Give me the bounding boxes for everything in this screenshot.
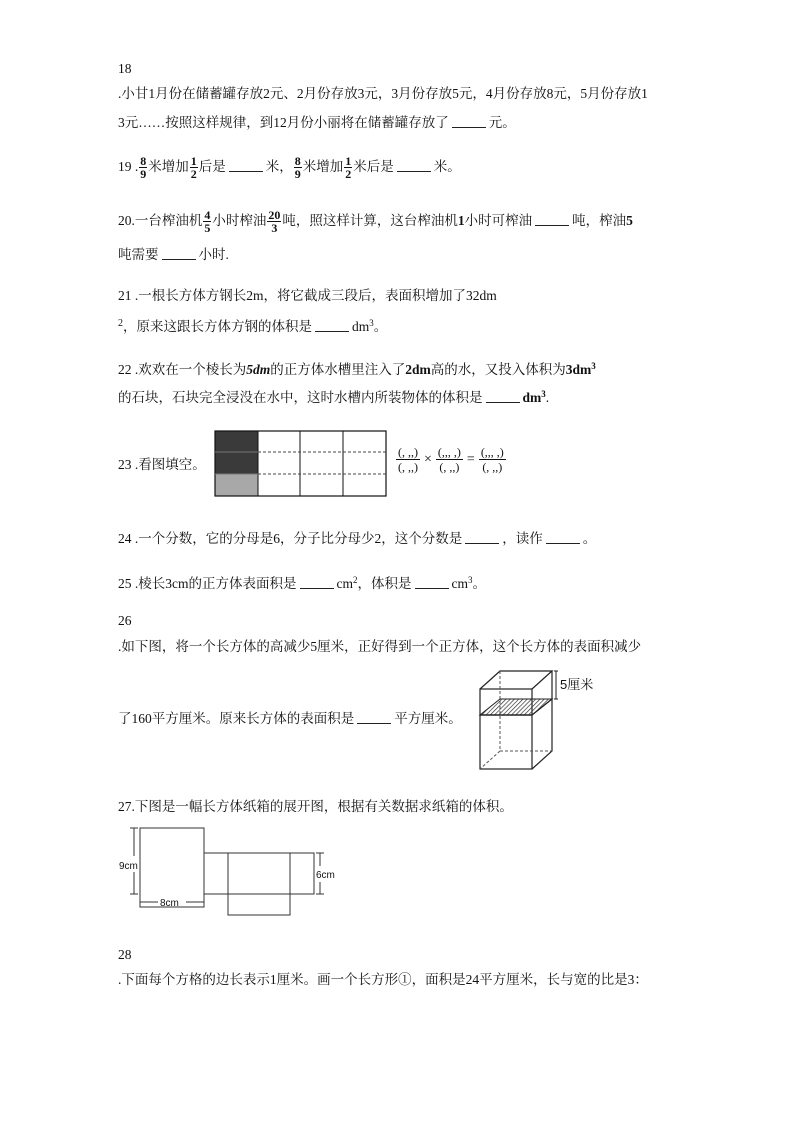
- fraction: $\frac{1}{2}$: [345, 154, 352, 182]
- fraction: $\frac{1}{2}$: [190, 154, 197, 182]
- shaded-cell: [215, 452, 258, 474]
- fraction: $\frac{20}{3}$: [268, 208, 281, 236]
- q21-text-line2: $^2$，原来这跟长方体方钢的体积是 $dm^3$。: [118, 318, 388, 334]
- q26-text-line2: 了160平方厘米。原来长方体的表面积是 平方厘米。: [118, 711, 462, 726]
- q22-text-line2: 的石块，石块完全浸没在水中，这时水槽内所装物体的体积是 $dm^3$.: [118, 389, 550, 405]
- q18-number: 18: [118, 61, 132, 76]
- answer-blank[interactable]: [397, 159, 431, 172]
- q25-text: 25 .棱长3cm的正方体表面积是 $cm^2$，体积是 $cm^3$。: [118, 575, 486, 591]
- q18-text-line2: 3元……按照这样规律，到12月份小丽将在储蓄罐存放了 元。: [118, 115, 516, 130]
- q26-cuboid-figure: [474, 667, 624, 771]
- q27-net-figure: [116, 826, 338, 920]
- answer-blank[interactable]: [465, 531, 499, 544]
- svg-text:6cm: 6cm: [316, 870, 335, 881]
- q28-number: 28: [118, 947, 132, 962]
- q20-text-line1: 20.一台榨油机 $\frac{4}{5}$ 小时榨油 $\frac{20}{3}$ 吨，照这样计算，这台榨油机1小时可榨油 吨，榨油5: [118, 208, 633, 236]
- answer-blank[interactable]: [229, 159, 263, 172]
- answer-blank[interactable]: [452, 115, 486, 128]
- answer-blank[interactable]: [315, 319, 349, 332]
- svg-text:9cm: 9cm: [119, 861, 138, 872]
- fraction: $\frac{8}{9}$: [294, 154, 301, 182]
- answer-blank[interactable]: [357, 711, 391, 724]
- q27-text: 27.下图是一幅长方体纸箱的展开图，根据有关数据求纸箱的体积。: [118, 799, 513, 814]
- q23-grid-figure: [214, 430, 388, 497]
- answer-blank[interactable]: [162, 247, 196, 260]
- answer-blank[interactable]: [535, 213, 569, 226]
- answer-fraction[interactable]: (,,, ,) (, ,,): [480, 445, 504, 474]
- q22-text-line1: 22 .欢欢在一个棱长为5dm的正方体水槽里注入了2dm高的水，又投入体积为$3dm^3$: [118, 361, 596, 377]
- q23-text: 23 .看图填空。: [118, 457, 206, 472]
- q28-text-line1: .下面每个方格的边长表示1厘米。画一个长方形①，面积是24平方厘米，长与宽的比是3：: [118, 972, 648, 987]
- answer-blank[interactable]: [300, 576, 334, 589]
- fraction: $\frac{4}{5}$: [204, 208, 211, 236]
- q18-text-line1: .小甘1月份在储蓄罐存放2元、2月份存放3元，3月份存放5元，4月份存放8元，5月份存放1: [118, 86, 648, 101]
- q23-equation: (, ,,) (, ,,) × (,,, ,) (, ,,) = (,,, ,) (, ,,): [398, 445, 504, 474]
- shaded-cell: [215, 431, 258, 452]
- fraction: $\frac{8}{9}$: [140, 154, 147, 182]
- q20-text-line2: 吨需要 小时.: [118, 247, 229, 262]
- shaded-cell-light: [215, 474, 258, 496]
- q19-text: 19 . $\frac{8}{9}$ 米增加 $\frac{1}{2}$ 后是 米， $\frac{8}{9}$ 米增加 $\frac{1}{2}$ 米后是 米。: [118, 154, 461, 182]
- answer-blank[interactable]: [486, 390, 520, 403]
- answer-blank[interactable]: [546, 531, 580, 544]
- q24-text: 24 .一个分数，它的分母是6，分子比分母少2，这个分数是 ，读作 。: [118, 531, 597, 546]
- svg-text:8cm: 8cm: [160, 898, 179, 909]
- dimension-label: 5厘米: [560, 677, 594, 692]
- answer-fraction[interactable]: (, ,,) (, ,,): [398, 445, 418, 474]
- q26-number: 26: [118, 613, 132, 628]
- q21-text-line1: 21 .一根长方体方钢长2m，将它截成三段后，表面积增加了32dm: [118, 288, 497, 303]
- answer-blank[interactable]: [415, 576, 449, 589]
- answer-fraction[interactable]: (,,, ,) (, ,,): [437, 445, 461, 474]
- q26-text-line1: .如下图，将一个长方体的高减少5厘米，正好得到一个正方体，这个长方体的表面积减少: [118, 639, 642, 654]
